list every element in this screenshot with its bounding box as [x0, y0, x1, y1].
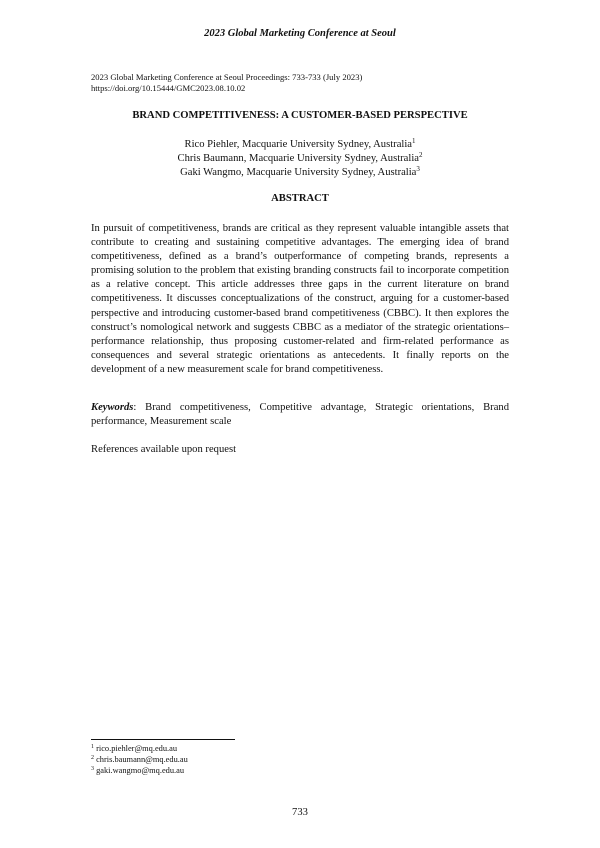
proceedings-line: 2023 Global Marketing Conference at Seoul Proceedings: 733-733 (July 2023) [91, 72, 363, 82]
author-list [0, 138, 600, 180]
footnotes [91, 743, 188, 776]
abstract-text: In pursuit of competitiveness, brands are critical as they represent valuable intangible assets that contribute to creating and sustaining competitive advantages. The emerging idea of brand competitiveness, defined as a brand’s outperformance of competing brands, represents a promising solution to the problem that existing branding constructs fail to incorporate competition as a relative concept. This article addresses three gaps in the current literature on brand competitiveness. It discusses conceptualizations of the construct, arguing for a customer-based perspective and introducing customer-based brand competitiveness (CBBC). It then explores the construct’s nomological network and suggests CBBC as a mediator of the strategic orientations–performance relationship, thus proposing customer-related and firm-related performance as consequences and several strategic orientations as antecedents. It finally reports on the development of a new measurement scale for brand competitiveness. [91, 223, 509, 375]
running-header: 2023 Global Marketing Conference at Seoul [204, 28, 396, 39]
footnote-divider [91, 739, 235, 740]
keywords [91, 401, 509, 429]
doi-link[interactable]: https://doi.org/10.15444/GMC2023.08.10.02 [91, 83, 246, 93]
author-line: Rico Piehler, Macquarie University Sydney, Australia$^1$ [184, 137, 416, 150]
references-note: References available upon request [91, 444, 237, 455]
proceedings-info [91, 72, 362, 94]
footnote: $^2$ chris.baumann@mq.edu.au [91, 755, 188, 764]
abstract-heading: ABSTRACT [271, 193, 329, 204]
author-line: Gaki Wangmo, Macquarie University Sydney, Australia$^3$ [180, 165, 420, 178]
keywords-label: Keywords [91, 402, 134, 413]
author-footnote-mark: 2 [418, 151, 423, 159]
paper-title: BRAND COMPETITIVENESS: A CUSTOMER-BASED PERSPECTIVE [132, 110, 468, 121]
footnote: $^3$ gaki.wangmo@mq.edu.au [91, 766, 185, 775]
footnote: $^1$ rico.piehler@mq.edu.au [91, 744, 178, 753]
author-footnote-mark: 1 [412, 137, 416, 145]
author-line: Chris Baumann, Macquarie University Sydney, Australia$^2$ [177, 151, 423, 164]
page-number: 733 [292, 807, 308, 818]
keywords-text: : Brand competitiveness, Competitive advantage, Strategic orientations, Brand performance, Measurement scale [91, 402, 509, 428]
author-footnote-mark: 3 [416, 165, 420, 173]
